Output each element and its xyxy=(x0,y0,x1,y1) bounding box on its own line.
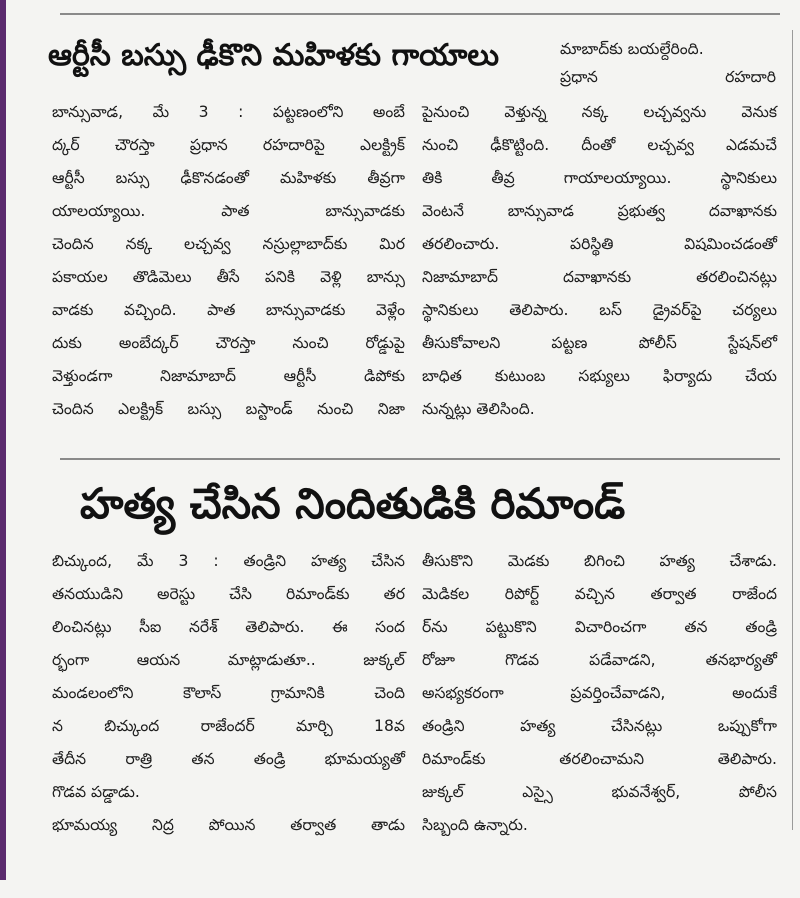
text-line: వాడకు వచ్చింది. పాత బాన్సువాడకు వెళ్లేం xyxy=(52,301,405,319)
text-line: మాబాద్‌కు బయల్దేరింది. xyxy=(560,40,704,58)
text-line: గొడవ పడ్డాడు. xyxy=(52,783,140,801)
text-line: తీసుకోవాలని పట్టణ పోలీస్ స్టేషన్‌లో xyxy=(422,334,777,352)
text-line: యాలయ్యాయి. పాత బాన్సువాడకు xyxy=(52,202,405,220)
top-divider xyxy=(60,13,780,15)
article-column-2 xyxy=(422,96,777,426)
text-line: తికి తీవ్ర గాయాలయ్యాయి. స్థానికులు xyxy=(422,169,777,187)
right-column-rule xyxy=(792,30,793,830)
article-column-2 xyxy=(422,545,777,842)
text-line: బిచ్కుంద, మే 3 : తండ్రిని హత్య చేసిన xyxy=(52,552,405,570)
text-line: మెడికల రిపోర్ట్ వచ్చిన తర్వాత రాజేంద xyxy=(422,585,777,603)
text-line: బాధిత కుటుంబ సభ్యులు ఫిర్యాదు చేయ xyxy=(422,367,777,385)
article-headline: ఆర్టీసీ బస్సు ఢీకొని మహిళకు గాయాలు xyxy=(48,38,499,73)
text-line: జుక్కల్ ఎస్సై భువనేశ్వర్, పోలీస xyxy=(422,783,777,801)
text-line: పైనుంచి వెళ్తున్న నక్క లచ్చవ్వను వెనుక xyxy=(422,103,777,121)
text-line: ర్‌ను పట్టుకొని విచారించగా తన తండ్రి xyxy=(422,618,777,636)
text-line: తీసుకొని మెడకు బిగించి హత్య చేశాడు. xyxy=(422,552,777,570)
text-line: ఆర్టీసీ బస్సు ఢీకొనడంతో మహిళకు తీవ్రగా xyxy=(52,169,405,187)
text-line: తరలించారు. పరిస్థితి విషమించడంతో xyxy=(422,235,777,253)
text-line: దుకు అంబేద్కర్ చౌరస్తా నుంచి రోడ్డుపై xyxy=(52,334,405,352)
text-line: రిమాండ్‌కు తరలించామని తెలిపారు. xyxy=(422,750,777,768)
text-line: పకాయల తొడిమెలు తీసే పనికి వెళ్లి బాన్సు xyxy=(52,268,405,286)
text-line: అసభ్యకరంగా ప్రవర్తించేవాడని, అందుకే xyxy=(422,684,777,702)
text-line: నిజామాబాద్ దవాఖానకు తరలించినట్లు xyxy=(422,268,777,286)
left-column-rule xyxy=(0,0,6,880)
text-line: సిబ్బంది ఉన్నారు. xyxy=(422,816,528,834)
text-line: తనయుడిని అరెస్టు చేసి రిమాండ్‌కు తర xyxy=(52,585,405,603)
text-line: తేదీన రాత్రి తన తండ్రి భూమయ్యతో xyxy=(52,750,405,768)
text-line: మండలంలోని కౌలాస్ గ్రామానికి చెంది xyxy=(52,684,405,702)
text-line: ద్కర్ చౌరస్తా ప్రధాన రహదారిపై ఎలక్ట్రిక్ xyxy=(52,136,405,154)
text-line: చెందిన నక్క లచ్చవ్వ నస్రుల్లాబాద్‌కు మిర xyxy=(52,235,405,253)
text-line: న బిచ్కుంద రాజేందర్ మార్చి 18వ xyxy=(52,717,405,735)
text-line: స్థానికులు తెలిపారు. బస్ డ్రైవర్‌పై చర్యలు xyxy=(422,301,777,319)
article-headline: హత్య చేసిన నిందితుడికి రిమాండ్ xyxy=(80,479,626,528)
article-divider xyxy=(60,458,780,460)
text-line: లించినట్లు సీఐ నరేశ్ తెలిపారు. ఈ సంద xyxy=(52,618,405,636)
text-line: రోజూ గొడవ పడేవాడని, తనభార్యతో xyxy=(422,651,777,669)
text-line: భూమయ్య నిద్ర పోయిన తర్వాత తాడు xyxy=(52,816,405,834)
article-column-top-right xyxy=(560,35,776,91)
text-line: నుంచి ఢీకొట్టింది. దీంతో లచ్చవ్వ ఎడమచే xyxy=(422,136,777,154)
text-line: నున్నట్లు తెలిసింది. xyxy=(422,400,535,418)
text-line: వెంటనే బాన్సువాడ ప్రభుత్వ దవాఖానకు xyxy=(422,202,777,220)
article-column-1 xyxy=(52,96,405,426)
text-line: ర్భంగా ఆయన మాట్లాడుతూ.. జుక్కల్ xyxy=(52,651,405,669)
article-column-1 xyxy=(52,545,405,842)
text-line: బాన్సువాడ, మే 3 : పట్టణంలోని అంబే xyxy=(52,103,405,121)
text-line: ప్రధాన రహదారి xyxy=(560,68,776,86)
text-line: తండ్రిని హత్య చేసినట్లు ఒప్పుకోగా xyxy=(422,717,777,735)
text-line: చెందిన ఎలక్ట్రిక్ బస్సు బస్టాండ్ నుంచి నిజా xyxy=(52,400,405,418)
text-line: వెళ్తుండగా నిజామాబాద్ ఆర్టీసీ డిపోకు xyxy=(52,367,405,385)
